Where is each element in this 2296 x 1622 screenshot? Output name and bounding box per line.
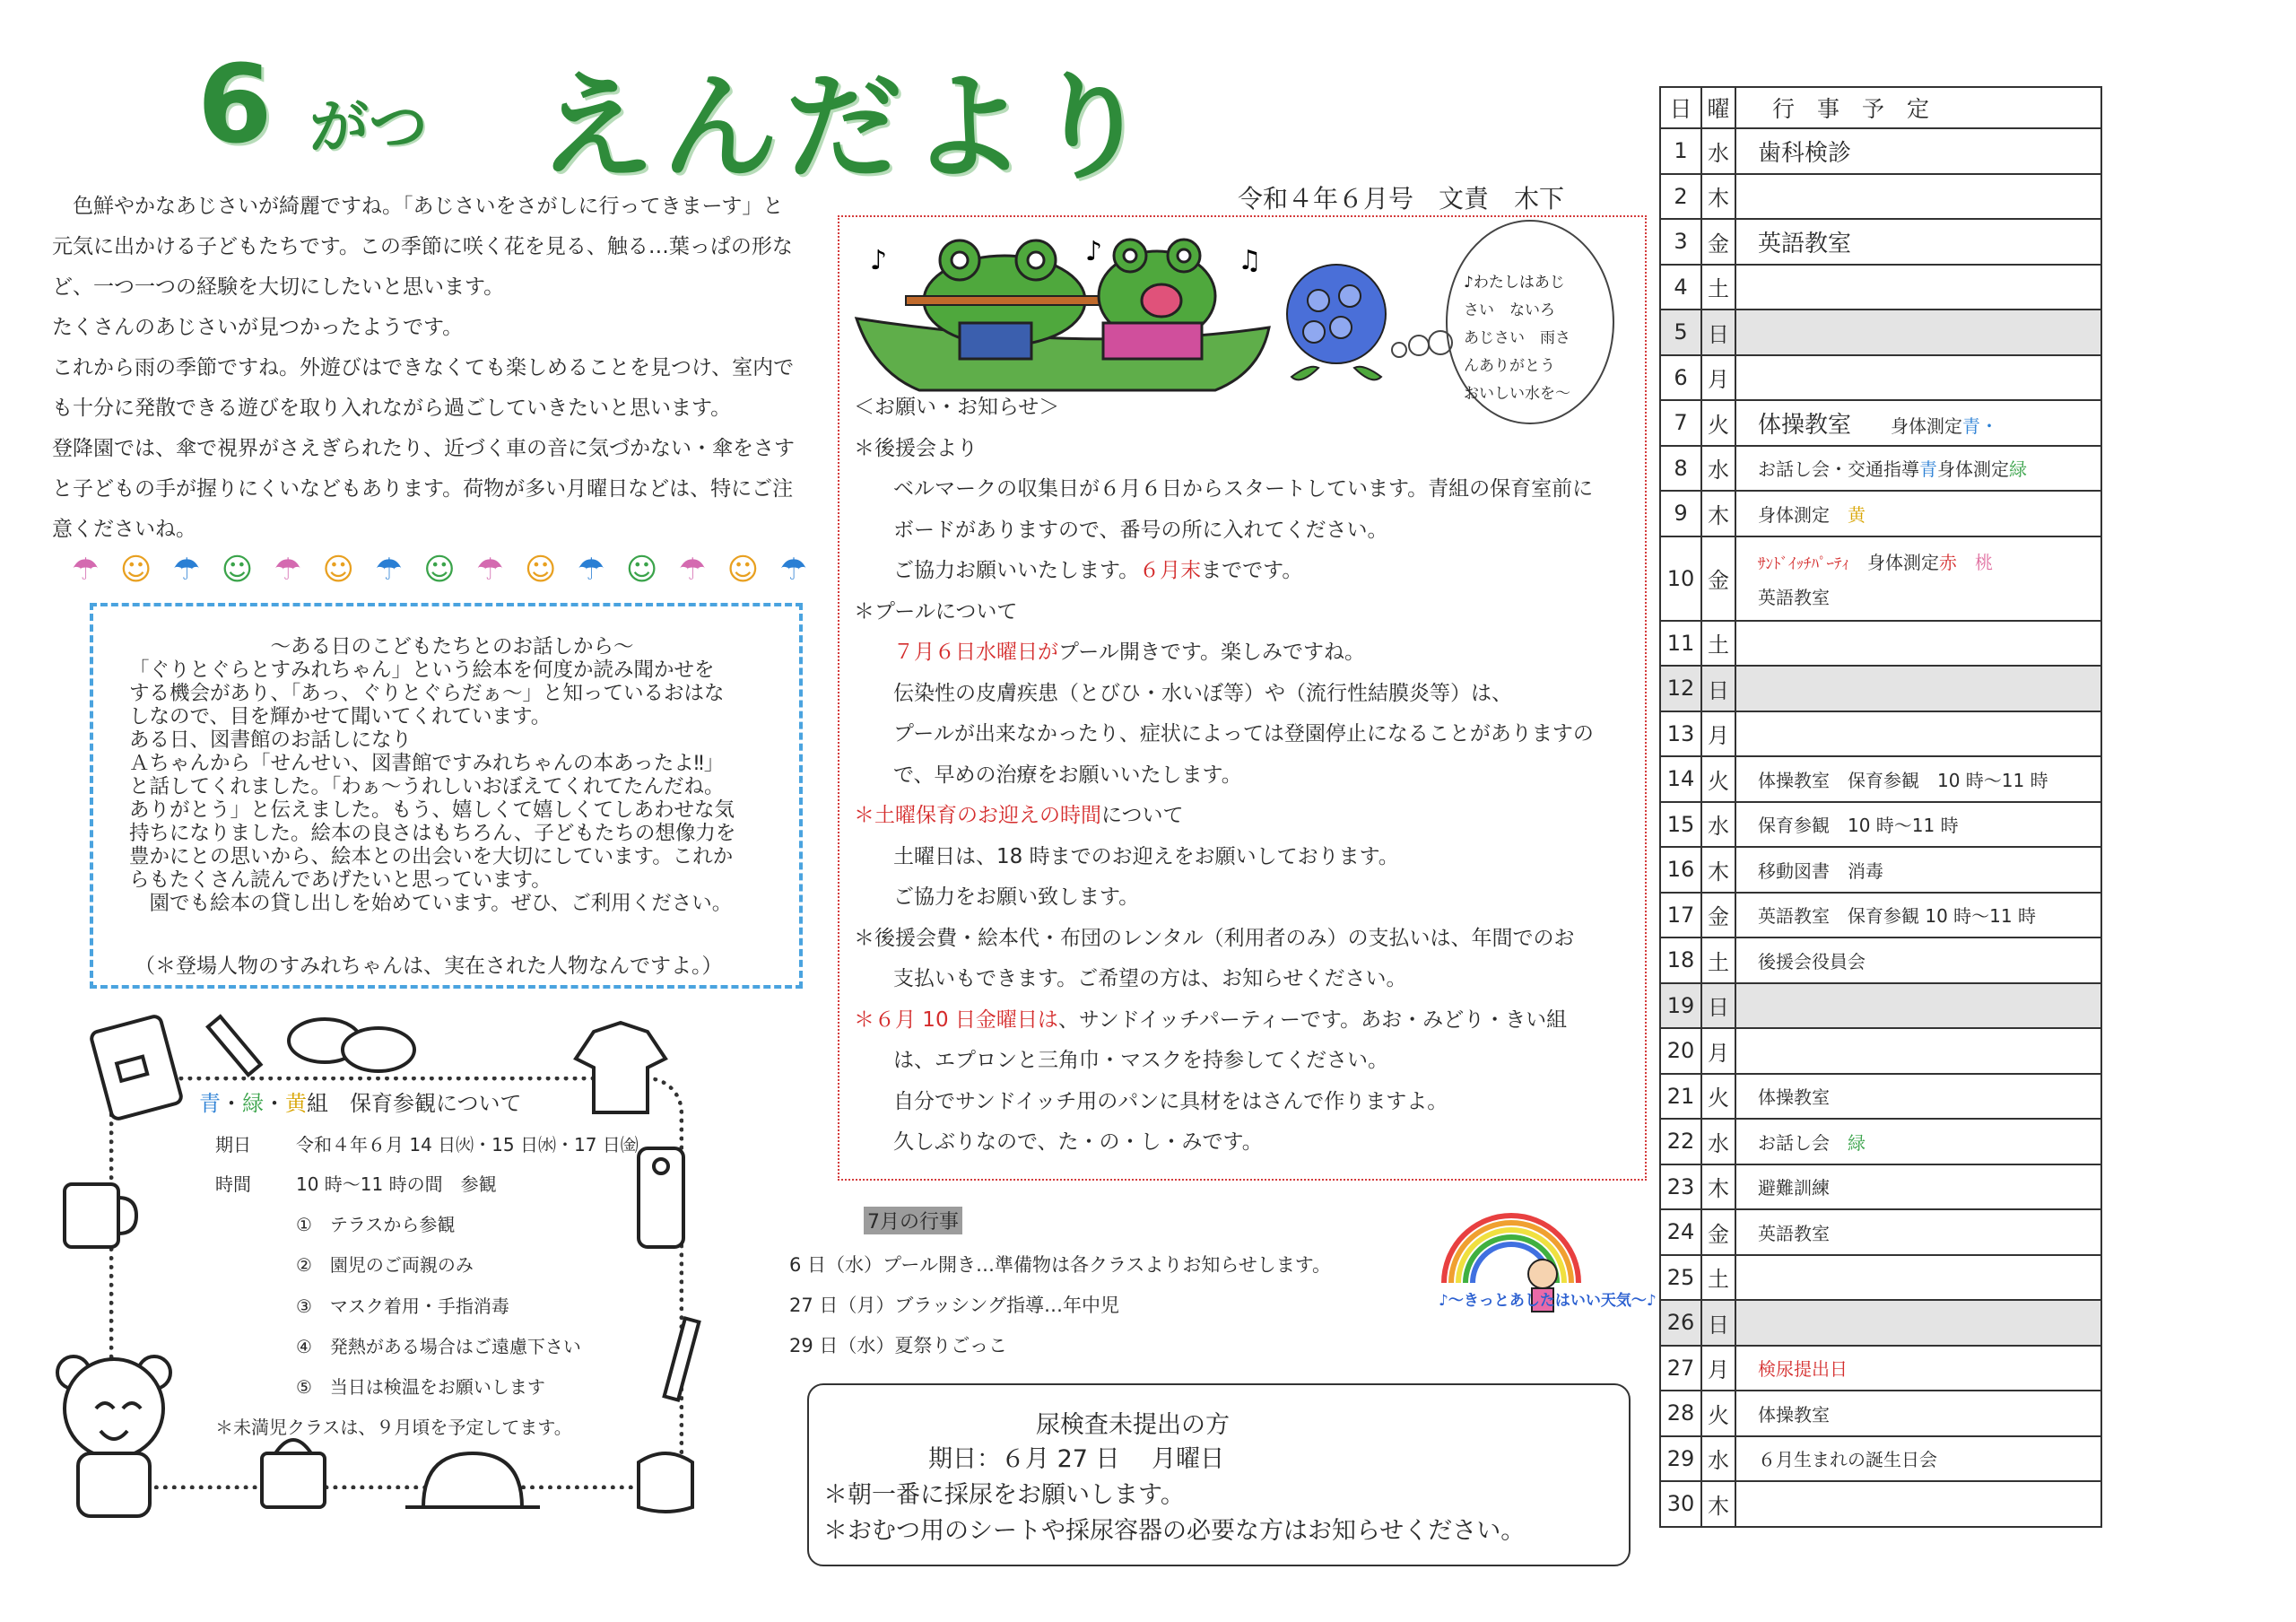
day-cell: 21 [1660,1074,1701,1120]
col-weekday: 曜 [1701,87,1735,128]
title-number: 6 [197,43,273,168]
notice-line: ボードがありますので、番号の所に入れてください。 [893,518,1388,542]
day-cell: 14 [1660,756,1701,802]
event-cell: 英語教室 保育参観 10 時～11 時 [1735,893,2101,938]
intro-line: 色鮮やかなあじさいが綺麗ですね。「あじさいをさがしに行ってきまーす」と [73,195,784,218]
umbrella-icon: ☂ [678,552,707,588]
intro-line: これから雨の季節ですね。外遊びはできなくても楽しめることを見つけ、室内で [52,356,795,379]
table-row [1660,1255,2101,1301]
notice-line: で、早めの治療をお願いいたします。 [893,763,1242,787]
event-cell [1735,265,2101,310]
intro-line: 元気に出かける子どもたちです。この季節に咲く花を見る、触る…葉っぱの形な [52,235,793,258]
child-icon: ☺ [625,552,658,588]
shoes-icon [289,1019,414,1071]
separator: ・ [264,1091,285,1116]
notice-line: ベルマークの収集日が６月６日からスタートしています。青組の保育室前に [893,477,1594,501]
visit-item: ② 園児のご両親のみ [296,1254,474,1276]
day-cell: 30 [1660,1481,1701,1527]
umbrella-icon: ☂ [779,552,807,588]
weekday-cell: 金 [1701,893,1735,938]
bubble-line: んありがとう [1464,357,1555,375]
event-cell: お話し会・交通指導青身体測定緑 [1735,446,2101,492]
umbrella-icon: ☂ [476,552,504,588]
child-icon: ☺ [221,552,254,588]
hat-icon [405,1453,540,1507]
weekday-cell: 月 [1701,355,1735,401]
bag-icon [262,1440,325,1507]
notice-line: ＊後援会より [854,436,978,460]
bubble-line: おいしい水を～ [1464,385,1570,403]
table-row [1660,666,2101,711]
urine-line: ＊朝一番に採尿をお願いします。 [823,1481,1185,1509]
thought-dot [1392,343,1406,357]
table-row [1660,400,2101,446]
weekday-cell: 月 [1701,711,1735,757]
class-green: 緑 [242,1091,264,1116]
event-cell: 体操教室 保育参観 10 時～11 時 [1735,756,2101,802]
intro-line: も十分に発散できる遊びを取り入れながら過ごしていきたいと思います。 [52,397,732,420]
story-box [90,603,803,989]
story-line: 豊かにとの思いから、絵本との出会いを大切にしています。これか [129,845,734,868]
visit-title [199,1086,522,1117]
weekday-cell: 日 [1701,666,1735,711]
music-note-icon: ♪ [870,245,888,276]
event-cell [1735,666,2101,711]
weekday-cell: 土 [1701,1255,1735,1301]
visit-item: ③ マスク着用・手指消毒 [296,1295,509,1317]
weekday-cell: 火 [1701,756,1735,802]
event-cell: 検尿提出日 [1735,1346,2101,1391]
weekday-cell: 水 [1701,446,1735,492]
girl-icon [1528,1260,1557,1288]
day-cell: 19 [1660,983,1701,1029]
class-blue: 青 [199,1091,221,1116]
day-cell: 12 [1660,666,1701,711]
day-cell: 3 [1660,219,1701,265]
event-cell: 移動図書 消毒 [1735,847,2101,893]
visit-item: ① テラスから参観 [296,1214,456,1235]
schedule-table [1659,86,2102,1528]
umbrella-icon: ☂ [72,552,100,588]
notice-line: ＊プールについて [854,599,1018,624]
umbrella-icon: ☂ [172,552,201,588]
weekday-cell: 月 [1701,1028,1735,1074]
table-row [1660,1028,2101,1074]
day-cell: 27 [1660,1346,1701,1391]
table-row [1660,1436,2101,1482]
event-cell: 体操教室 [1735,1391,2101,1436]
story-note: （＊登場人物のすみれちゃんは、実在された人物なんですよ。） [135,955,723,978]
notebook-icon [90,1015,182,1120]
event-cell [1735,355,2101,401]
rainbow-text: ♪～きっとあしたはいい天気～♪ [1439,1292,1657,1310]
day-cell: 22 [1660,1119,1701,1164]
flute-icon [906,296,1112,305]
july-item: 29 日（水）夏祭りごっこ [789,1335,1007,1356]
day-cell: 20 [1660,1028,1701,1074]
event-cell [1735,1300,2101,1346]
table-row [1660,1164,2101,1210]
notice-line: 支払いもできます。ご希望の方は、お知らせください。 [893,967,1407,990]
bubble-line: あじさい 雨さ [1464,329,1570,347]
notice-line: ご協力をお願い致します。 [893,885,1140,909]
story-line: する機会があり、「あっ、ぐりとぐらだぁ～」と知っているおはな [129,682,725,705]
story-line: と話してくれました。「わぁ～うれしいおぼえてくれてたんだね。 [129,775,725,798]
table-row [1660,174,2101,220]
day-cell: 2 [1660,174,1701,220]
towel-icon [639,1453,692,1512]
notice-line: プールが出来なかったり、症状によっては登園停止になることがありますの [893,722,1594,746]
event-cell [1735,1028,2101,1074]
bubble-line: ♪わたしはあじ [1464,274,1565,292]
july-title: 7月の行事 [864,1207,962,1234]
weekday-cell: 金 [1701,219,1735,265]
table-row [1660,1481,2101,1527]
day-cell: 28 [1660,1391,1701,1436]
weekday-cell: 土 [1701,265,1735,310]
frog-icon [1099,240,1215,359]
table-row [1660,1300,2101,1346]
weekday-cell: 日 [1701,983,1735,1029]
story-line: しなので、目を輝かせて聞いてくれています。 [129,705,552,728]
page-title: えんだより [538,59,1158,196]
table-row [1660,128,2101,174]
story-line: 園でも絵本の貸し出しを始めています。ぜひ、ご利用ください。 [129,892,733,915]
weekday-cell: 土 [1701,937,1735,983]
umbrella-icon: ☂ [274,552,302,588]
child-icon: ☺ [322,552,354,588]
story-line: ありがとう」と伝えました。もう、嬉しくて嬉しくてしあわせな気 [129,798,735,822]
weekday-cell: 水 [1701,802,1735,848]
event-cell: ６月生まれの誕生日会 [1735,1436,2101,1482]
visit-note: ＊未満児クラスは、９月頃を予定してます。 [215,1417,572,1438]
rainbow-girl-illustration [1435,1211,1657,1346]
event-cell: 体操教室 身体測定青・ [1735,400,2101,446]
event-cell: ｻﾝﾄﾞｲｯﾁﾊﾟｰﾃｨ 身体測定赤 桃 英語教室 [1735,536,2101,621]
notice-line: ＊土曜保育のお迎えの時間について [854,804,1184,827]
shirt-icon [576,1023,665,1112]
table-row [1660,937,2101,983]
day-cell: 25 [1660,1255,1701,1301]
story-line: Ａちゃんから「せんせい、図書館ですみれちゃんの本あったよ‼」 [129,752,725,775]
table-row [1660,491,2101,536]
story-line: らもたくさん読んであげたいと思っています。 [129,868,552,892]
notice-line: 伝染性の皮膚疾患（とびひ・水いぼ等）や（流行性結膜炎等）は、 [893,681,1512,705]
notice-line: ご協力お願いいたします。６月末までです。 [893,559,1303,582]
notice-line: 自分でサンドイッチ用のパンに具材をはさんで作りますよ。 [893,1089,1448,1113]
day-cell: 16 [1660,847,1701,893]
intro-line: 意くださいね。 [52,518,196,541]
weekday-cell: 火 [1701,400,1735,446]
weekday-cell: 木 [1701,847,1735,893]
child-icon: ☺ [726,552,760,588]
july-events [789,1245,1331,1366]
title-month-suffix: がつ [309,92,428,161]
bear-icon [57,1356,170,1516]
table-row [1660,983,2101,1029]
notices-heading: ＜お願い・お知らせ＞ [854,396,1060,419]
weekday-cell: 水 [1701,1119,1735,1164]
intro-line: と子どもの手が握りにくいなどもあります。荷物が多い月曜日などは、特にご注 [52,477,794,501]
crayon-icon [208,1016,261,1075]
event-cell: 英語教室 [1735,219,2101,265]
event-cell: 後援会役員会 [1735,937,2101,983]
urine-date: 期日：６月 27 日 月曜日 [928,1445,1225,1473]
notice-line: 土曜日は、18 時までのお迎えをお願いしております。 [893,844,1399,868]
table-row [1660,1119,2101,1164]
day-cell: 24 [1660,1209,1701,1255]
event-cell: 身体測定 黄 [1735,491,2101,536]
umbrella-strip [72,549,807,590]
day-cell: 8 [1660,446,1701,492]
notice-line: は、エプロンと三角巾・マスクを持参してください。 [893,1049,1388,1072]
weekday-cell: 日 [1701,310,1735,355]
table-row [1660,1074,2101,1120]
story-line: ある日、図書館のお話しになり [129,728,413,752]
col-events: 行 事 予 定 [1735,87,2101,128]
schedule-header [1660,87,2101,128]
table-row [1660,446,2101,492]
weekday-cell: 水 [1701,128,1735,174]
child-icon: ☺ [525,552,557,588]
table-row [1660,893,2101,938]
day-cell: 4 [1660,265,1701,310]
day-cell: 1 [1660,128,1701,174]
day-cell: 18 [1660,937,1701,983]
table-row [1660,847,2101,893]
weekday-cell: 金 [1701,536,1735,621]
col-day: 日 [1660,87,1701,128]
table-row [1660,711,2101,757]
weekday-cell: 木 [1701,1164,1735,1210]
pencil-icon [665,1318,700,1400]
table-row [1660,802,2101,848]
weekday-cell: 土 [1701,621,1735,667]
intro-line: 登降園では、傘で視界がさえぎられたり、近づく車の音に気づかない・傘をさす [52,437,795,460]
table-row [1660,536,2101,621]
event-cell [1735,1255,2101,1301]
separator: ・ [221,1091,242,1116]
table-row [1660,355,2101,401]
day-cell: 29 [1660,1436,1701,1482]
table-row [1660,1209,2101,1255]
child-icon: ☺ [119,552,152,588]
table-row [1660,1391,2101,1436]
day-cell: 17 [1660,893,1701,938]
visit-title-rest: 組 保育参観について [307,1091,522,1116]
event-cell: 体操教室 [1735,1074,2101,1120]
event-cell: お話し会 緑 [1735,1119,2101,1164]
table-row [1660,310,2101,355]
event-cell [1735,310,2101,355]
hydrangea-icon [1287,265,1386,379]
story-line: 持ちになりました。絵本の良さはもちろん、子どもたちの想像力を [129,822,736,845]
urine-title: 尿検査未提出の方 [1036,1411,1230,1439]
event-cell [1735,711,2101,757]
music-note-icon: ♪ [1085,236,1103,267]
event-cell: 保育参観 10 時～11 時 [1735,802,2101,848]
table-row [1660,621,2101,667]
day-cell: 13 [1660,711,1701,757]
intro-line: ど、一つ一つの経験を大切にしたいと思います。 [52,275,505,299]
name-tag-icon [639,1148,683,1247]
day-cell: 5 [1660,310,1701,355]
day-cell: 15 [1660,802,1701,848]
bubble-line: さい ないろ [1464,301,1555,319]
intro-line: たくさんのあじさいが見つかったようです。 [52,316,464,339]
music-note-icon: ♫ [1238,245,1262,276]
day-cell: 10 [1660,536,1701,621]
weekday-cell: 木 [1701,1481,1735,1527]
visit-time-label: 時間 [215,1173,251,1195]
day-cell: 9 [1660,491,1701,536]
day-cell: 6 [1660,355,1701,401]
weekday-cell: 金 [1701,1209,1735,1255]
day-cell: 26 [1660,1300,1701,1346]
weekday-cell: 月 [1701,1346,1735,1391]
event-cell [1735,1481,2101,1527]
umbrella-icon: ☂ [375,552,403,588]
cup-icon [65,1184,136,1247]
weekday-cell: 火 [1701,1391,1735,1436]
table-row [1660,265,2101,310]
table-row [1660,219,2101,265]
weekday-cell: 木 [1701,491,1735,536]
notices-text [854,388,1634,1164]
umbrella-icon: ☂ [577,552,605,588]
weekday-cell: 火 [1701,1074,1735,1120]
child-icon: ☺ [423,552,456,588]
notice-line: ７月６日水曜日がプール開きです。楽しみですね。 [893,641,1366,664]
visit-date-label: 期日 [215,1134,251,1155]
event-cell: 歯科検診 [1735,128,2101,174]
weekday-cell: 日 [1701,1300,1735,1346]
intro-text [52,187,814,550]
event-cell [1735,174,2101,220]
story-title: ～ある日のこどもたちとのお話しから～ [270,635,634,658]
event-cell: 英語教室 [1735,1209,2101,1255]
event-cell: 避難訓練 [1735,1164,2101,1210]
issue-info: 令和４年６月号 文責 木下 [1238,184,1565,214]
thought-dot [1409,336,1429,355]
july-item: 27 日（月）ブラッシング指導…年中児 [789,1295,1120,1316]
visit-time-value: 10 時～11 時の間 参観 [296,1173,497,1195]
story-line: 「ぐりとぐらとすみれちゃん」という絵本を何度か読み聞かせを [129,658,715,682]
notice-line: 久しぶりなので、た・の・し・みです。 [893,1130,1263,1154]
day-cell: 23 [1660,1164,1701,1210]
visit-item: ④ 発熱がある場合はご遠慮下さい [296,1336,581,1357]
notice-line: ＊６月 10 日金曜日は、サンドイッチパーティーです。あお・みどり・きい組 [854,1007,1568,1032]
urine-line: ＊おむつ用のシートや採尿容器の必要な方はお知らせください。 [823,1517,1526,1545]
notice-line: ＊後援会費・絵本代・布団のレンタル（利用者のみ）の支払いは、年間でのお [854,926,1575,950]
weekday-cell: 木 [1701,174,1735,220]
day-cell: 7 [1660,400,1701,446]
table-row [1660,756,2101,802]
july-item: 6 日（水）プール開き…準備物は各クラスよりお知らせします。 [789,1254,1332,1276]
event-cell [1735,983,2101,1029]
day-cell: 11 [1660,621,1701,667]
frogs-illustration [852,233,1462,395]
event-cell [1735,621,2101,667]
class-yellow: 黄 [285,1091,307,1116]
visit-item: ⑤ 当日は検温をお願いします [296,1376,545,1398]
table-row [1660,1346,2101,1391]
visit-date-value: 令和４年６月 14 日㈫・15 日㈬・17 日㈮ [296,1134,639,1155]
weekday-cell: 水 [1701,1436,1735,1482]
